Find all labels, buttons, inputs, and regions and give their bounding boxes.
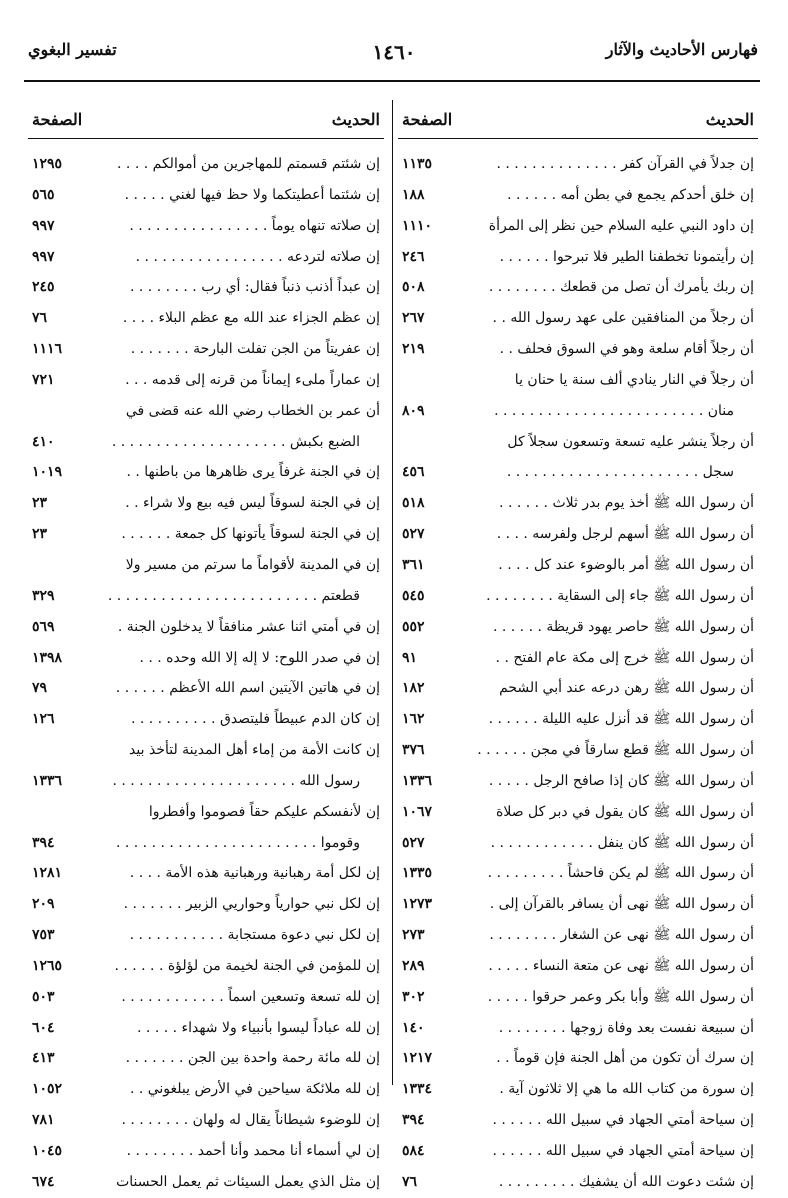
page-ref: ١٠٦٧ [402, 803, 433, 820]
hadith-text: إن صلاته لتردعه . . . . . . . . . . . . . . . . . [135, 248, 380, 265]
page-ref: ٢٣ [32, 495, 48, 512]
page-ref: ١٢٨١ [32, 865, 63, 882]
page-ref: ٣٦١ [402, 556, 425, 573]
hadith-text: إن لكل نبي دعوة مستجابة . . . . . . . . . . . [129, 927, 380, 944]
index-entry [398, 704, 758, 735]
index-column-right [398, 108, 758, 1198]
hadith-text: إن جدلاً في القرآن كفر . . . . . . . . . . . . . . [496, 156, 754, 172]
index-entry [28, 488, 384, 519]
index-entry [28, 149, 384, 180]
hadith-text: إن عماراً ملىء إيماناً من قرنه إلى قدمه . . . [125, 371, 380, 388]
index-entry [28, 550, 384, 581]
index-entry [398, 1167, 758, 1198]
page-ref: ٤٥٦ [402, 464, 425, 481]
hadith-text: إن لأنفسكم عليكم حقاً فصوموا وأفطروا [148, 803, 380, 820]
page-ref: ٢١٩ [402, 341, 425, 358]
hadith-text: أن رجلاً ينشر عليه تسعة وتسعون سجلاً كل [507, 433, 754, 450]
index-entry [398, 365, 758, 396]
page-ref: ٢٦٧ [402, 310, 425, 327]
hadith-text: إن مثل الذي يعمل السيئات ثم يعمل الحسنات [116, 1173, 380, 1190]
index-entry [28, 704, 384, 735]
hadith-text: إن عبداً أذنب ذنباً فقال: أي رب . . . . . . . . [130, 279, 380, 296]
page-ref: ٩١ [402, 649, 418, 666]
index-entry [398, 1136, 758, 1167]
index-entry [398, 673, 758, 704]
hadith-text: إن صلاته تنهاه يوماً . . . . . . . . . . . . . . . . [129, 217, 380, 234]
index-entry [28, 581, 384, 612]
page-number: ١٤٦٠ [372, 40, 416, 64]
index-entry [28, 211, 384, 242]
page-ref: ٧٩ [32, 680, 48, 697]
hadith-text: أن رسول الله ﷺ كان ينفل . . . . . . . . . . . . [490, 834, 754, 851]
page-ref: ٩٩٧ [32, 217, 55, 234]
hadith-text: رسول الله . . . . . . . . . . . . . . . . . . . . . [112, 772, 360, 789]
index-entry [28, 519, 384, 550]
page-ref: ١٢٦ [32, 711, 55, 728]
index-entry [398, 612, 758, 643]
index-entry [28, 797, 384, 828]
index-entry [28, 889, 384, 920]
hadith-text: أن رسول الله ﷺ خرج إلى مكة عام الفتح . . [495, 649, 754, 666]
hadith-text: أن رسول الله ﷺ وأبا بكر وعمر حرقوا . . . . . [487, 988, 754, 1005]
hadith-text: إن كانت الأمة من إماء أهل المدينة لتأخذ بيد [129, 742, 380, 759]
hadith-text: إن لله تسعة وتسعين اسماً . . . . . . . . . . . . [121, 988, 380, 1005]
page-ref: ٢٤٦ [402, 248, 425, 265]
page-ref: ٣٩٤ [402, 1112, 425, 1129]
hadith-text: إن عفريتاً من الجن تفلت البارحة . . . . . . . [130, 341, 380, 358]
hadith-text: الضبع بكبش . . . . . . . . . . . . . . . . . . . . [111, 433, 360, 450]
index-entry [28, 1074, 384, 1105]
page-ref: ٥٦٩ [32, 618, 55, 635]
hadith-text: أن رسول الله ﷺ كان إذا صافح الرجل . . . . . [488, 772, 754, 789]
page-ref: ٥٦٥ [32, 186, 55, 203]
page-ref: ٥٥٢ [402, 618, 425, 635]
page-ref: ٧٢١ [32, 371, 55, 388]
page-ref: ١٢٧٣ [402, 896, 433, 913]
page-ref: ١٣٩٨ [32, 649, 63, 666]
page-ref: ٧٥٣ [32, 927, 55, 944]
page-ref: ٢٤٥ [32, 279, 55, 296]
page-ref: ١٣٣٦ [402, 772, 433, 789]
hadith-text: أن رسول الله ﷺ قد أنزل عليه الليلة . . . . . . [488, 711, 754, 728]
hadith-text: إن لكل أمة رهبانية ورهبانية هذه الأمة . . . . [129, 865, 380, 882]
index-entry [398, 457, 758, 488]
page-ref: ٩٩٧ [32, 248, 55, 265]
index-entry [28, 1105, 384, 1136]
index-entry [28, 766, 384, 797]
page-ref: ١١١٠ [402, 217, 433, 234]
hadith-text: أن رسول الله ﷺ نهى أن يسافر بالقرآن إلى . [489, 896, 754, 913]
hadith-text: أن رجلاً أقام سلعة وهو في السوق فحلف . . [499, 341, 754, 358]
hadith-text: إن خلق أحدكم يجمع في بطن أمه . . . . . . [507, 186, 754, 203]
hadith-text: إن في الجنة لسوقاً ليس فيه بيع ولا شراء . . [125, 495, 380, 512]
hadith-text: إن سياحة أمتي الجهاد في سبيل الله . . . . . . [492, 1143, 754, 1159]
hadith-text: وقوموا . . . . . . . . . . . . . . . . . . . . . . . [115, 834, 360, 851]
index-entry [398, 427, 758, 458]
index-entry [398, 1074, 758, 1105]
page-ref: ١١٣٥ [402, 156, 433, 172]
hadith-text: إن لي أسماء أنا محمد وأنا أحمد . . . . . . . . [126, 1143, 380, 1159]
hadith-text: أن رجلاً من المنافقين على عهد رسول الله . . [492, 310, 754, 327]
page-ref: ٥٨٤ [402, 1143, 425, 1159]
page-ref: ١٢٦٥ [32, 957, 63, 974]
index-entry [28, 457, 384, 488]
page-ref: ١٨٢ [402, 680, 425, 697]
hadith-text: أن رسول الله ﷺ أمر بالوضوء عند كل . . . . [498, 556, 754, 573]
index-entry [398, 242, 758, 273]
header-rule [24, 80, 760, 82]
page-ref: ٨٠٩ [402, 402, 425, 419]
running-title-left: تفسير البغوي [28, 40, 117, 59]
index-entry [398, 396, 758, 427]
hadith-text: أن رسول الله ﷺ لم يكن فاحشاً . . . . . . . . . [487, 865, 754, 882]
page-ref: ٦٧٤ [32, 1173, 55, 1190]
hadith-header: الحديث [331, 110, 380, 129]
hadith-text: أن عمر بن الخطاب رضي الله عنه قضى في [125, 402, 380, 419]
page-ref: ٣٢٩ [32, 587, 55, 604]
hadith-text: إن عظم الجزاء عند الله مع عظم البلاء . . . . [122, 310, 380, 327]
index-entry [28, 1167, 384, 1198]
hadith-text: إن في المدينة لأقواماً ما سرتم من مسير ولا [125, 556, 380, 573]
page-ref: ١٦٢ [402, 711, 425, 728]
index-entry [28, 396, 384, 427]
hadith-text: إن شئتم قسمتم للمهاجرين من أموالكم . . . . [117, 156, 380, 172]
hadith-text: إن ربك يأمرك أن تصل من قطعك . . . . . . . . [488, 279, 754, 296]
index-entry [398, 951, 758, 982]
hadith-text: أن رسول الله ﷺ أسهم لرجل ولفرسه . . . . [496, 526, 754, 543]
hadith-text: أن رسول الله ﷺ قطع سارقاً في مجن . . . . . . [477, 742, 754, 759]
page-ref: ٣٩٤ [32, 834, 55, 851]
page-ref: ٣٠٢ [402, 988, 425, 1005]
index-rows [398, 149, 758, 1198]
index-entry [28, 612, 384, 643]
index-entry [28, 242, 384, 273]
hadith-text: إن في الجنة لسوقاً يأتونها كل جمعة . . . . . . [121, 526, 380, 543]
hadith-text: أن رسول الله ﷺ كان يقول في دبر كل صلاة [496, 803, 754, 820]
hadith-text: إن للمؤمن في الجنة لخيمة من لؤلؤة . . . . . . [114, 957, 380, 974]
index-entry [28, 365, 384, 396]
index-entry [28, 1043, 384, 1074]
page-ref: ١٣٣٥ [402, 865, 433, 882]
hadith-text: إن سرك أن تكون من أهل الجنة فإن قوماً . . [496, 1050, 754, 1067]
index-entry [28, 334, 384, 365]
hadith-text: إن سياحة أمتي الجهاد في سبيل الله . . . . . . [492, 1112, 754, 1129]
hadith-text: أن رسول الله ﷺ جاء إلى السقاية . . . . . . . . [486, 587, 754, 604]
page-header: الصفحة [32, 110, 83, 129]
index-entry [28, 180, 384, 211]
hadith-text: إن لله عباداً ليسوا بأنبياء ولا شهداء . . . . . [137, 1019, 380, 1036]
index-entry [398, 303, 758, 334]
index-entry [398, 1105, 758, 1136]
index-entry [398, 920, 758, 951]
index-entry [398, 766, 758, 797]
page-ref: ١٣٣٦ [32, 772, 63, 789]
page-ref: ٢٣ [32, 526, 48, 543]
page-header: الصفحة [402, 110, 453, 129]
hadith-text: إن في الجنة غرفاً يرى ظاهرها من باطنها . . [126, 464, 380, 481]
hadith-text: إن في أمتي اثنا عشر منافقاً لا يدخلون الجنة . [117, 618, 380, 635]
page-ref: ٥٢٧ [402, 526, 425, 543]
index-entry [398, 334, 758, 365]
index-entry [28, 643, 384, 674]
index-entry [398, 889, 758, 920]
page-ref: ٧٦ [402, 1173, 418, 1190]
hadith-text: أن رجلاً في النار ينادي ألف سنة يا حنان يا [514, 371, 754, 388]
index-entry [398, 519, 758, 550]
index-entry [398, 735, 758, 766]
page-ref: ٥٠٣ [32, 988, 55, 1005]
index-entry [28, 673, 384, 704]
hadith-text: منان . . . . . . . . . . . . . . . . . . . . . . . . [494, 402, 734, 419]
index-entry [398, 828, 758, 859]
hadith-text: إن في هاتين الآيتين اسم الله الأعظم . . . . . . [115, 680, 380, 697]
hadith-text: إن كان الدم عبيطاً فليتصدق . . . . . . . . . . [130, 711, 380, 728]
index-rows [28, 149, 384, 1198]
index-column-left [28, 108, 384, 1198]
page-ref: ٧٨١ [32, 1112, 55, 1129]
page-ref: ١٠٥٢ [32, 1081, 63, 1098]
hadith-text: إن شئت دعوت الله أن يشفيك . . . . . . . . . [498, 1173, 754, 1190]
index-entry [28, 272, 384, 303]
index-entry [28, 982, 384, 1013]
hadith-text: سجل . . . . . . . . . . . . . . . . . . . . . . [506, 464, 734, 481]
index-entry [28, 427, 384, 458]
hadith-text: إن لله مائة رحمة واحدة بين الجن . . . . . . . [125, 1050, 380, 1067]
hadith-text: إن سورة من كتاب الله ما هي إلا ثلاثون آية . [499, 1081, 754, 1098]
index-entry [28, 1136, 384, 1167]
page-ref: ١٨٨ [402, 186, 425, 203]
index-entry [398, 180, 758, 211]
index-entry [398, 149, 758, 180]
index-entry [28, 951, 384, 982]
page-ref: ٢٠٩ [32, 896, 55, 913]
page-ref: ٥٢٧ [402, 834, 425, 851]
page-ref: ١٣٣٤ [402, 1081, 433, 1098]
column-header [398, 108, 758, 139]
hadith-text: أن رسول الله ﷺ نهى عن الشغار . . . . . . . . [489, 927, 754, 944]
page-ref: ١١١٦ [32, 341, 63, 358]
page-ref: ٤١٣ [32, 1050, 55, 1067]
page-ref: ٦٠٤ [32, 1019, 55, 1036]
hadith-text: إن رأيتمونا تخطفنا الطير فلا تبرحوا . . . . . . [499, 248, 754, 265]
index-entry [28, 920, 384, 951]
column-header [28, 108, 384, 139]
page-ref: ٥١٨ [402, 495, 425, 512]
hadith-text: أن سبيعة نفست بعد وفاة زوجها . . . . . . . . [498, 1019, 754, 1036]
index-entry [398, 272, 758, 303]
page-ref: ٢٧٣ [402, 927, 425, 944]
hadith-text: إن لكل نبي حوارياً وحواريي الزبير . . . . . . . [123, 896, 380, 913]
hadith-text: قطعتم . . . . . . . . . . . . . . . . . . . . . . . . [107, 587, 360, 604]
hadith-text: أن رسول الله ﷺ رهن درعه عند أبي الشحم [499, 680, 754, 697]
hadith-text: أن رسول الله ﷺ حاصر يهود قريظة . . . . . . [492, 618, 754, 635]
index-entry [398, 643, 758, 674]
hadith-text: إن لله ملائكة سياحين في الأرض يبلغوني . . [129, 1081, 380, 1098]
index-entry [398, 1043, 758, 1074]
index-entry [398, 581, 758, 612]
hadith-header: الحديث [705, 110, 754, 129]
index-entry [28, 828, 384, 859]
page-ref: ١٢٩٥ [32, 156, 63, 172]
page-ref: ١٤٠ [402, 1019, 425, 1036]
page-ref: ٢٨٩ [402, 957, 425, 974]
column-divider [392, 100, 393, 1085]
index-entry [398, 550, 758, 581]
hadith-text: أن رسول الله ﷺ نهى عن متعة النساء . . . . . [488, 957, 754, 974]
index-entry [398, 211, 758, 242]
index-entry [398, 982, 758, 1013]
page-ref: ٥٤٥ [402, 587, 425, 604]
index-entry [28, 303, 384, 334]
index-entry [398, 488, 758, 519]
page-ref: ٥٠٨ [402, 279, 425, 296]
page-ref: ١٠٤٥ [32, 1143, 63, 1159]
index-entry [28, 735, 384, 766]
page-ref: ٧٦ [32, 310, 48, 327]
page-ref: ١٢١٧ [402, 1050, 433, 1067]
hadith-text: إن في صدر اللوح: لا إله إلا الله وحده . . . [139, 649, 380, 666]
hadith-text: أن رسول الله ﷺ أخذ يوم بدر ثلاث . . . . . . [499, 495, 754, 512]
page-ref: ١٠١٩ [32, 464, 63, 481]
hadith-text: إن للوضوء شيطاناً يقال له ولهان . . . . . . . . [121, 1112, 380, 1129]
index-entry [28, 1013, 384, 1044]
page-ref: ٣٧٦ [402, 742, 425, 759]
index-entry [398, 1013, 758, 1044]
hadith-text: إن داود النبي عليه السلام حين نظر إلى المرأة [488, 217, 754, 234]
hadith-text: إن شئتما أعطيتكما ولا حظ فيها لغني . . . . . [124, 186, 380, 203]
index-entry [28, 858, 384, 889]
running-title-right: فهارس الأحاديث والآثار [605, 40, 758, 59]
index-entry [398, 797, 758, 828]
page-ref: ٤١٠ [32, 433, 55, 450]
index-entry [398, 858, 758, 889]
